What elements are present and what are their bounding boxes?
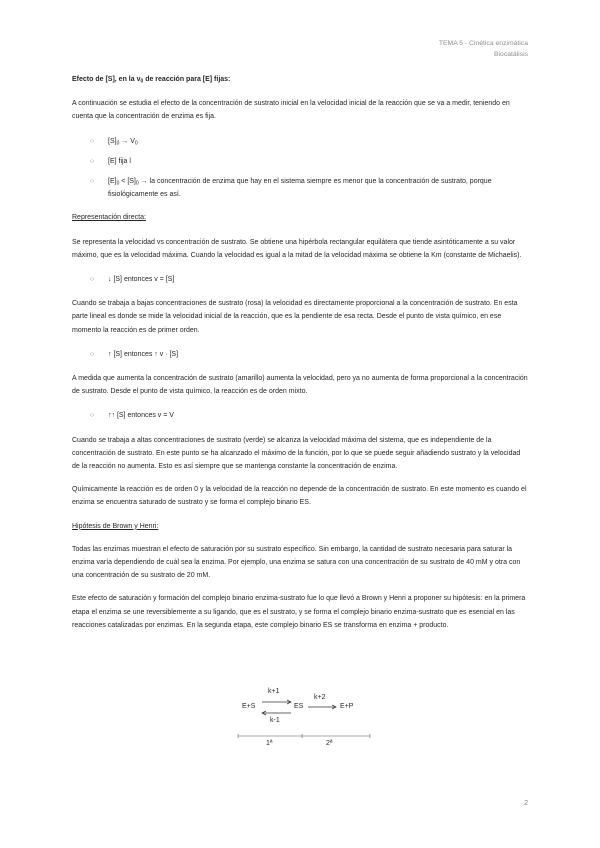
- bullet-circle-icon: ○: [90, 350, 94, 358]
- page-number: 2: [524, 800, 528, 807]
- bullet-list-low: [72, 273, 528, 286]
- paragraph-hypothesis: Este efecto de saturación y formación del complejo binario enzima-sustrato fue lo que llevó a Brown y Henri a proponer su hipótesis: en la primera etapa el enzima se une reversiblemente a su ligando, que es el sustrato, y se forma el complejo binario enzima-sustrato que es esencial en las reacciones catalizadas por enzimas. En la segunda etapa, este complejo binario ES se transforma en enzima + producto.: [72, 595, 526, 629]
- page-content: [72, 73, 528, 632]
- rate-k-minus1: k-1: [270, 717, 280, 724]
- bullet-circle-icon: ○: [90, 276, 94, 284]
- reverse-arrow-1-icon: [262, 711, 291, 715]
- paragraph-direct-representation: Se representa la velocidad vs concentración de sustrato. Se obtiene una hipérbola rectangular equilátera que tiende asintóticamente a su valor máximo, que es la velocidad máxima. Cuando la velocidad es igual a la mitad de la velocidad máxima se obtiene la Km (constante de Michaelis).: [72, 238, 522, 259]
- paragraph-intro: A continuación se estudia el efecto de la concentración de sustrato inicial en la velocidad inicial de la reacción que se va a medir, teniendo en cuenta que la concentración de enzima es fija.: [72, 100, 510, 121]
- list-item: ○ $[E]_0 < [S]_0$ → la concentración de enzima que hay en el sistema siempre es menor que la concentración de sustrato, porque fisiológicamente es así.: [72, 175, 528, 201]
- section-title-direct: Representación directa:: [72, 214, 146, 222]
- list-item: ○ ↑↑ [S] entonces v = V: [72, 409, 528, 422]
- rate-k-plus2: k+2: [314, 694, 326, 701]
- page-header: [439, 39, 528, 60]
- paragraph-medium-concentration: A medida que aumenta la concentración de sustrato (amarillo) aumenta la velocidad, pero ya no aumenta de forma proporcional a la concentración de sustrato. Desde el punto de vista químico, la reacción es de orden mixto.: [72, 375, 528, 396]
- bullet-circle-icon: ○: [90, 137, 94, 145]
- list-item: ○ ↑ [S] entonces ↑ v · [S]: [72, 348, 528, 361]
- paragraph-saturation: Todas las enzimas muestran el efecto de saturación por su sustrato específico. Sin embargo, la cantidad de sustrato necesaria para saturar la enzima varía dependiendo de cuál sea la enzima. Por ejemplo, una enzima se satura con una concentración de su sustrato de 40 mM y otra con una concentración de su sustrato de 20 mM.: [72, 545, 521, 580]
- bullet-circle-icon: ○: [90, 157, 94, 165]
- section-title-brown-henri: Hipótesis de Brown y Henri:: [72, 522, 159, 530]
- forward-arrow-2-icon: [308, 705, 336, 709]
- header-topic: TEMA 5 - Cinética enzimática: [438, 40, 528, 47]
- paragraph-high-concentration: Cuando se trabaja a altas concentraciones de sustrato (verde) se alcanza la velocidad máxima del sistema, que es independiente de la concentración de sustrato. En este punto se ha alcanzado el máximo de la función, por lo que se puede seguir añadiendo sustrato y la velocidad de la reacción no aumenta. Esto es así siempre que se mantenga constante la concentración de enzima.: [72, 436, 521, 471]
- bullet-circle-icon: ○: [90, 412, 94, 420]
- list-item: ○ ↓ [S] entonces v = [S]: [72, 273, 528, 286]
- list-item: ○ $[S]_0 \to V_0$: [72, 135, 528, 148]
- rate-k-plus1: k+1: [268, 688, 280, 695]
- header-subject: Biocatálisis: [494, 50, 528, 58]
- reaction-scheme: [236, 688, 376, 776]
- forward-arrow-1-icon: [262, 700, 291, 704]
- stage-bracket-icon: [238, 734, 370, 738]
- section-title-effect: Efecto de [S], en la $v_0$ de reacción para [E] fijas:: [72, 76, 231, 85]
- stage-first-label: 1ª: [266, 740, 273, 747]
- bullet-list-conditions: [72, 135, 528, 202]
- bullet-list-high: [72, 409, 528, 422]
- bullet-circle-icon: ○: [90, 178, 94, 186]
- bullet-list-medium: [72, 348, 528, 361]
- list-item: ○ [E] fija l: [72, 155, 528, 168]
- paragraph-zero-order: Químicamente la reacción es de orden 0 y la velocidad de la reacción no depende de la concentración de sustrato. En este momento es cuando el enzima se encuentra saturado de sustrato y se forma el complejo binario ES.: [72, 486, 527, 507]
- products-label: E+P: [340, 703, 354, 710]
- reactants-label: E+S: [242, 703, 256, 710]
- paragraph-low-concentration: Cuando se trabaja a bajas concentraciones de sustrato (rosa) la velocidad es directamente proporcional a la concentración de sustrato. En esta parte lineal es donde se mide la velocidad inicial de la reacción, que es la pendiente de esa recta. Desde el punto de vista químico, en ese momento la reacción es de primer orden.: [72, 300, 518, 334]
- stage-second-label: 2ª: [326, 740, 333, 747]
- complex-label: ES: [294, 703, 304, 710]
- reaction-arrows: [236, 688, 376, 776]
